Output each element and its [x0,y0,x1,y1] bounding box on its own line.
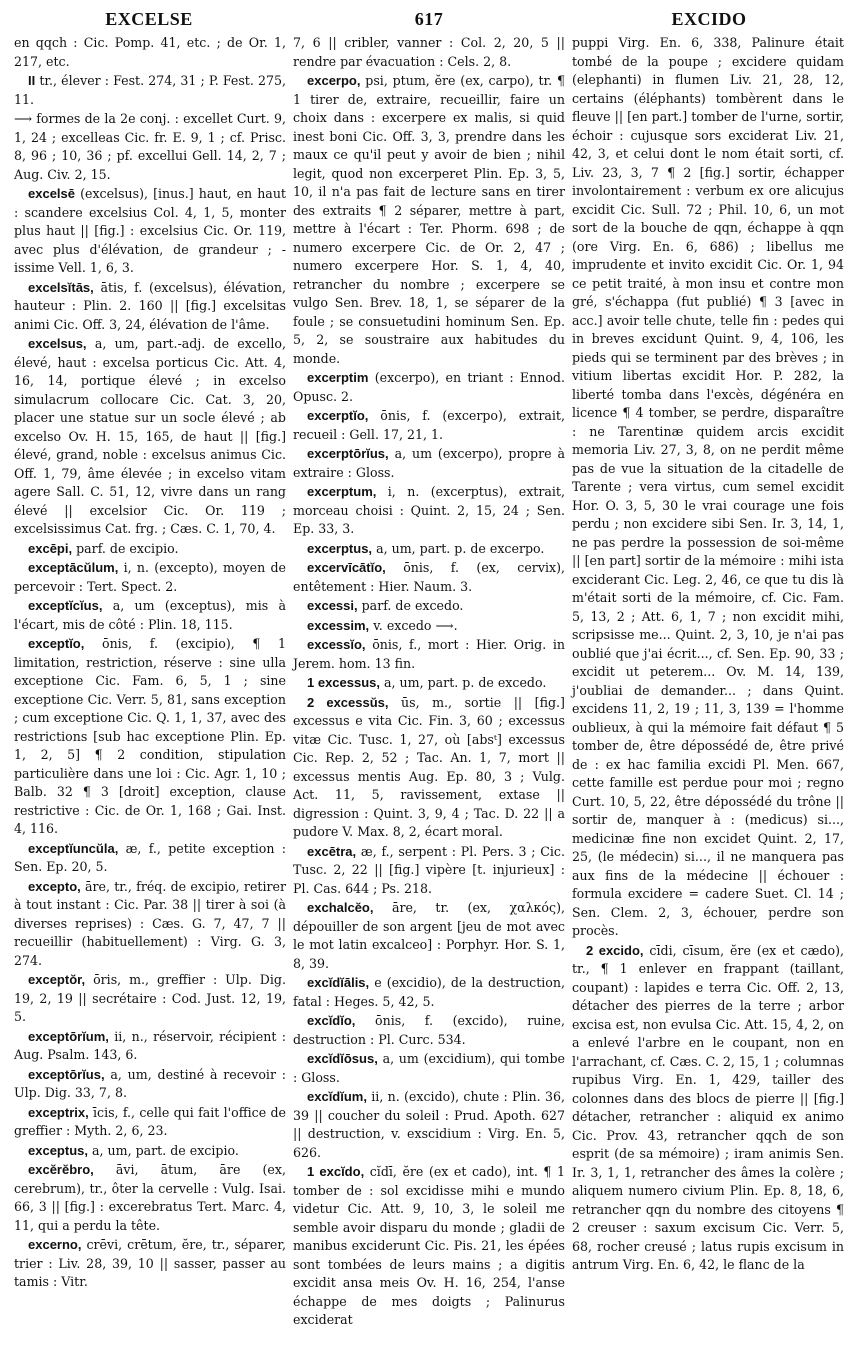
entry-headword: excerno, [28,1237,82,1252]
entry-definition: ii, n., réservoir, récipient : Aug. Psalm. 143, 6. [14,1028,291,1062]
dictionary-entry [293,899,570,973]
entry-definition: tr., élever : Fest. 274, 31 ; P. Fest. 275, 11. [14,73,291,107]
dictionary-entry [572,942,849,1275]
entry-headword: excĭdĭo, [307,1013,356,1028]
dictionary-entry [293,72,570,368]
entry-definition: ūs, m., sortie || [fig.] excessus e vita Cic. Fin. 3, 60 ; excessus vitæ Cic. Tusc. 1, 27, où [absᵗ] excessus Cic. Rep. 2, 52 ; Tac. An. 1, 7, mort || excessus mentis Aug. Ep. 80, 3 ; Vulg. Act. 11, 5, ravissement, extase || digression : Quint. 3, 9, 4 ; Tac. D. 22 || a pudore V. Max. 8, 2, écart moral. [293,694,570,839]
dictionary-entry [14,335,291,539]
column-left [14,34,291,1349]
dictionary-entry [293,617,565,636]
entry-headword: exceptācŭlum, [28,560,119,575]
text-columns [14,34,849,1349]
entry-definition: en qqch : Cic. Pomp. 41, etc. ; de Or. 1, 217, etc. [14,35,291,69]
dictionary-entry [293,1088,570,1162]
dictionary-entry [293,974,570,1011]
entry-definition: æ, f., petite exception : Sen. Ep. 20, 5. [14,840,291,874]
entry-headword: exceptĭo, [28,636,85,651]
entry-headword: excĭdĭum, [307,1089,367,1104]
entry-definition: a, um (excerpo), propre à extraire : Gloss. [293,446,570,480]
dictionary-entry [293,636,570,673]
entry-headword: 2 excessŭs, [307,694,389,710]
entry-definition: āre, tr. (ex, χαλκός), dépouiller de son argent [jeu de mot avec le mot latin excalceo] : Porphyr. Hor. S. 1, 8, 39. [293,900,570,971]
entry-headword: 2 excido, [586,942,644,958]
entry-headword: exceptōrĭus, [28,1066,105,1082]
entry-headword: excerptōrĭus, [307,446,389,461]
entry-definition: āre, tr., fréq. de excipio, retirer à tout instant : Cic. Par. 38 || tirer à soi (à diverses reprises) : Cæs. G. 7, 47, 7 || recueillir (habituellement) : Virg. G. 3, 274. [14,878,291,968]
entry-headword: excelsē [28,186,75,201]
dictionary-entry [14,540,286,559]
entry-definition: a, um, part. p. de excedo. [384,675,547,690]
entry-definition: cĭdī, ĕre (ex et cado), int. ¶ 1 tomber de : sol excidisse mihi e mundo videtur Cic. Att. 9, 10, 3, le soleil me semble avoir disparu du monde ; gladii de manibus exciderunt Cic. Pis. 21, les épées sont tombées de leurs mains ; a digitis excidit ansa meis Ov. H. 16, 254, l'anse échappe de mes doigts ; Palinurus exciderat [293,1164,570,1327]
dictionary-entry [14,1236,291,1292]
dictionary-entry [14,72,291,109]
page-header [14,4,844,34]
dictionary-entry [14,971,291,1027]
entry-definition: āvi, ātum, āre (ex, cerebrum), tr., ôter la cervelle : Vulg. Isai. 66, 3 || [fig.] : excerebratus Tert. Marc. 4, 11, qui a perdu la tête. [14,1162,291,1233]
entry-definition: i, n. (excerptus), extrait, morceau choisi : Quint. 2, 15, 24 ; Sen. Ep. 33, 3. [293,484,570,536]
entry-headword: excerpo, [307,73,361,88]
entry-definition: ōris, m., greffier : Ulp. Dig. 19, 2, 19 || secrétaire : Cod. Just. 12, 19, 5. [14,972,291,1024]
entry-definition: a, um (excidium), qui tombe : Gloss. [293,1051,570,1085]
dictionary-entry [14,635,291,839]
entry-definition: e (excidio), de la destruction, fatal : Heges. 5, 42, 5. [293,975,570,1009]
entry-headword: excēpi, [28,540,73,556]
entry-definition: a, um, part. de excipio. [92,1142,239,1158]
entry-headword: excepto, [28,878,81,894]
entry-headword: excervīcātĭo, [307,560,386,575]
dictionary-entry [14,559,291,596]
entry-headword: exceptĭcĭus, [28,598,103,613]
entry-definition: ōnis, f. (excido), ruine, destruction : Pl. Curc. 534. [293,1013,570,1047]
dictionary-entry [293,559,570,596]
entry-headword: excĭdĭālis, [307,975,370,990]
entry-headword: excelsus, [28,336,87,351]
dictionary-entry [293,597,565,616]
entry-headword: excerptĭo, [307,408,369,423]
entry-definition: ōnis, f. (ex, cervix), entêtement : Hier. Naum. 3. [293,560,570,594]
dictionary-entry [14,1161,291,1235]
entry-headword: exceptrix, [28,1104,89,1120]
dictionary-entry [293,674,565,693]
entry-definition: ātis, f. (excelsus), élévation, hauteur : Plin. 2. 160 || [fig.] excelsitas animi Cic. Off. 3, 24, élévation de l'âme. [14,279,291,332]
entry-definition: a, um (exceptus), mis à l'écart, mis de côté : Plin. 18, 115. [14,598,291,632]
dictionary-entry [572,34,849,941]
dictionary-entry [293,34,570,71]
dictionary-entry [14,1142,286,1161]
dictionary-entry [293,1050,570,1087]
page-number: 617 [414,8,444,29]
entry-headword: excĕrĕbro, [28,1162,94,1177]
entry-definition: æ, f., serpent : Pl. Pers. 3 ; Cic. Tusc. 2, 22 || [fig.] vipère [t. injurieux] : Pl. Cas. 644 ; Ps. 218. [293,843,570,896]
dictionary-entry [293,369,570,406]
dictionary-entry [293,1012,570,1049]
column-middle [293,34,570,1349]
entry-definition: puppi Virg. En. 6, 338, Palinure était tombé de la poupe ; excidere quidam (elephanti) in flumen Liv. 21, 28, 12, certains (éléphants) tombèrent dans le fleuve || [en part.] tomber de l'urne, sortir, échoir : cujusque sors exciderat Liv. 21, 42, 3, et celui dont le nom était sorti, cf. Liv. 23, 3, 7 ¶ 2 [fig.] sortir, échapper involontairement : verbum ex ore alicujus excidit Cic. Sull. 72 ; Phil. 10, 6, un mot sort de la bouche de qqn, échappe à qqn (ore Virg. En. 6, 686) ; libellus me imprudente et invito excidit Cic. Or. 1, 94 ce petit traité, à mon insu et contre mon gré, s'échappa (fut publié) ¶ 3 [avec in acc.] avoir telle chute, telle fin : pedes qui in breves excidunt Quint. 9, 4, 106, les pieds qui se terminent par des brèves ; in vitium libertas excidit Hor. P. 282, la liberté tomba dans l'excès, dégénéra en licence ¶ 4 tomber, se perdre, disparaître : ne Tarentinæ quidem arcis excidit memoria Liv. 27, 3, 8, on ne perdit même pas de vue la situation de la citadelle de Tarente ; vera virtus, cum semel excidit Hor. O. 3, 5, 30 le vrai courage une fois perdu ; non excidere sibi Sen. Ir. 3, 14, 1, ne pas perdre la possession de soi-même || [en part] sortir de la mémoire : mihi ista exciderant Cic. Leg. 2, 46, ce que tu dis là m'était sorti de la mémoire, cf. Cic. Fam. 5, 13, 2 ; Att. 6, 1, 7 ; non excidit mihi, scripsisse me... Quint. 2, 3, 10, je n'ai pas oublié que j'ai écrit..., cf. Sen. Ep. 90, 33 ; excidit ut peterem... Ov. M. 14, 139, j'oubliai de demander... ; dans Quint. excidens 11, 2, 19 ; 11, 3, 139 = l'homme oublieux, à qui la mémoire fait défaut ¶ 5 tomber de, être dépossédé de, être privé de : ex hac familia excidi Pl. Men. 667, cette famille est perdue pour moi ; regno Curt. 10, 5, 22, être dépossédé du trône || sortir de, manquer à : (medicus) si..., medicinæ fine non excidet Quint. 2, 17, 25, (le médecin) si..., il ne manquera pas aux fins de la médecine || échouer : formula excidere = cadere Suet. Cl. 14 ; Sen. Clem. 2, 3, échouer, perdre son procès. [572,35,849,938]
entry-headword: excētra, [307,843,357,859]
entry-definition: ōnis, f., mort : Hier. Orig. in Jerem. hom. 13 fin. [293,637,570,671]
entry-headword: exceptōrĭum, [28,1028,109,1044]
entry-definition: (excerpo), en triant : Ennod. Opusc. 2. [293,370,570,404]
entry-definition: crēvi, crētum, ĕre, tr., séparer, trier : Liv. 28, 39, 10 || sasser, passer au tamis : Vitr. [14,1237,291,1289]
entry-headword: excessĭo, [307,637,366,652]
dictionary-entry [14,279,291,335]
entry-definition: ii, n. (excido), chute : Plin. 36, 39 || coucher du soleil : Prud. Apoth. 627 || destruction, v. exscidium : Virg. En. 5, 626. [293,1089,570,1160]
dictionary-entry [14,185,291,278]
entry-definition: v. excedo ⟶. [373,617,458,633]
entry-headword: 1 excĭdo, [307,1164,365,1179]
dictionary-entry [293,407,569,444]
entry-headword: excĭdĭōsus, [307,1051,378,1066]
entry-headword: II [28,73,36,88]
entry-headword: excerptum, [307,484,377,499]
entry-definition: a, um, destiné à recevoir : Ulp. Dig. 33, 7, 8. [14,1066,291,1100]
dictionary-entry [14,878,291,971]
entry-definition: i, n. (excepto), moyen de percevoir : Tert. Spect. 2. [14,560,291,594]
dictionary-entry [293,483,570,539]
entry-definition: ⟶ formes de la 2e conj. : excellet Curt. 9, 1, 24 ; excelleas Cic. fr. E. 9, 1 ; cf. Prisc. 8, 96 ; 10, 36 ; pf. excellui Gell. 14, 2, 7 ; Aug. Civ. 2, 15. [14,111,291,182]
dictionary-entry [14,1028,291,1065]
dictionary-entry [14,597,291,634]
dictionary-entry [293,540,565,559]
dictionary-entry [14,1104,291,1141]
dictionary-entry [14,840,291,877]
dictionary-entry [293,445,570,482]
dictionary-entry [293,1163,570,1330]
entry-definition: ōnis, f. (excipio), ¶ 1 limitation, restriction, réserve : sine ulla exceptione Cic. Fam. 6, 5, 1 ; sine exceptione Cic. Verr. 5, 81, sans exception ; cum exceptione Cic. Q. 1, 1, 37, avec des restrictions [sub hac exceptione Plin. Ep. 1, 2, 5] ¶ 2 condition, stipulation particulière dans une loi : Cic. Agr. 1, 10 ; Balb. 32 ¶ 3 [droit] exception, clause restrictive : Cic. de Or. 1, 168 ; Gai. Inst. 4, 116. [14,636,291,836]
dictionary-entry [14,1066,291,1103]
entry-headword: excelsĭtās, [28,279,94,295]
running-head-right: EXCIDO [671,8,747,29]
entry-headword: exceptus, [28,1142,88,1158]
entry-definition: 7, 6 || cribler, vanner : Col. 2, 20, 5 || rendre par évacuation : Cels. 2, 8. [293,35,570,69]
dictionary-entry [293,843,570,899]
entry-definition: īcis, f., celle qui fait l'office de greffier : Myth. 2, 6, 23. [14,1104,291,1138]
dictionary-entry [14,110,291,184]
entry-definition: a, um, part.-adj. de excello, élevé, haut : excelsa porticus Cic. Att. 4, 16, 14, portique élevé ; in excelso simulacrum collocare Cic. Cat. 3, 20, placer une statue sur un socle élevé ; ab excelso Ov. H. 15, 165, de haut || [fig.] élevé, grand, noble : excelsus animus Cic. Off. 1, 79, âme élevée ; in excelso vitam agere Sall. C. 51, 12, vivre dans un rang élevé || excelsior Cic. Or. 119 ; excelsissimus Cat. frg. ; Cæs. C. 1, 70, 4. [14,336,291,536]
entry-headword: exceptŏr, [28,972,86,987]
entry-definition: (excelsus), [inus.] haut, en haut : scandere excelsius Col. 4, 1, 5, monter plus haut || [fig.] : excelsius Cic. Or. 119, avec plus d'élévation, de grandeur ; -issime Vell. 1, 6, 3. [14,186,291,275]
entry-headword: excessim, [307,617,370,633]
entry-definition: ōnis, f. (excerpo), extrait, recueil : Gell. 17, 21, 1. [293,408,569,442]
running-head-left: EXCELSE [105,8,193,29]
entry-headword: excerptim [307,370,369,385]
dictionary-entry [14,34,291,71]
column-right [572,34,849,1349]
entry-headword: 1 excessus, [307,675,381,690]
entry-headword: exchalcĕo, [307,900,374,915]
entry-definition: parf. de excedo. [361,598,464,613]
entry-definition: cīdi, cīsum, ĕre (ex et cædo), tr., ¶ 1 enlever en frappant (taillant, coupant) : lapides e terra Cic. Off. 2, 13, détacher des pierres de la terre ; arbor excisa est, non evulsa Cic. Att. 15, 4, 2, on a enlevé l'arbre en le coupant, non en l'arrachant, cf. Cæs. C. 2, 15, 1 ; columnas rupibus Virg. En. 1, 429, tailler des colonnes dans des blocs de pierre || [fig.] détacher, retrancher : aliquid ex animo Cic. Prov. 43, retrancher qqch de son esprit (de sa mémoire) ; iram animis Sen. Ir. 3, 1, 1, retrancher des âmes la colère ; aliquem numero civium Plin. Ep. 8, 18, 6, retrancher qqn du nombre des citoyens ¶ 2 creuser : saxum excisum Cic. Verr. 5, 68, rocher creusé ; latus rupis excisum in antrum Virg. En. 6, 42, le flanc de la [572,942,849,1272]
entry-headword: excerptus, [307,540,373,556]
entry-definition: parf. de excipio. [76,540,179,556]
entry-headword: excessi, [307,598,358,613]
entry-definition: a, um, part. p. de excerpo. [376,540,545,556]
dictionary-entry [293,694,570,842]
entry-headword: exceptĭuncŭla, [28,840,119,856]
entry-definition: psi, ptum, ĕre (ex, carpo), tr. ¶ 1 tirer de, extraire, recueillir, faire un choix dans : excerpere ex malis, si quid inest boni Cic. Off. 3, 3, prendre dans les maux ce qu'il peut y avoir de bien ; nihil legit, quod non excerperet Plin. Ep. 3, 5, 10, il n'a pas fait de lecture sans en tirer des extraits ¶ 2 séparer, mettre à part, mettre à l'écart : Ter. Phorm. 698 ; de numero excerpere Cic. de Or. 2, 47 ; numero excerpere Hor. S. 1, 4, 40, retrancher du nombre ; excerpere se vulgo Sen. Brev. 18, 1, se séparer de la foule ; se consuetudini hominum Sen. Ep. 5, 2, se soustraire aux habitudes du monde. [293,73,570,366]
